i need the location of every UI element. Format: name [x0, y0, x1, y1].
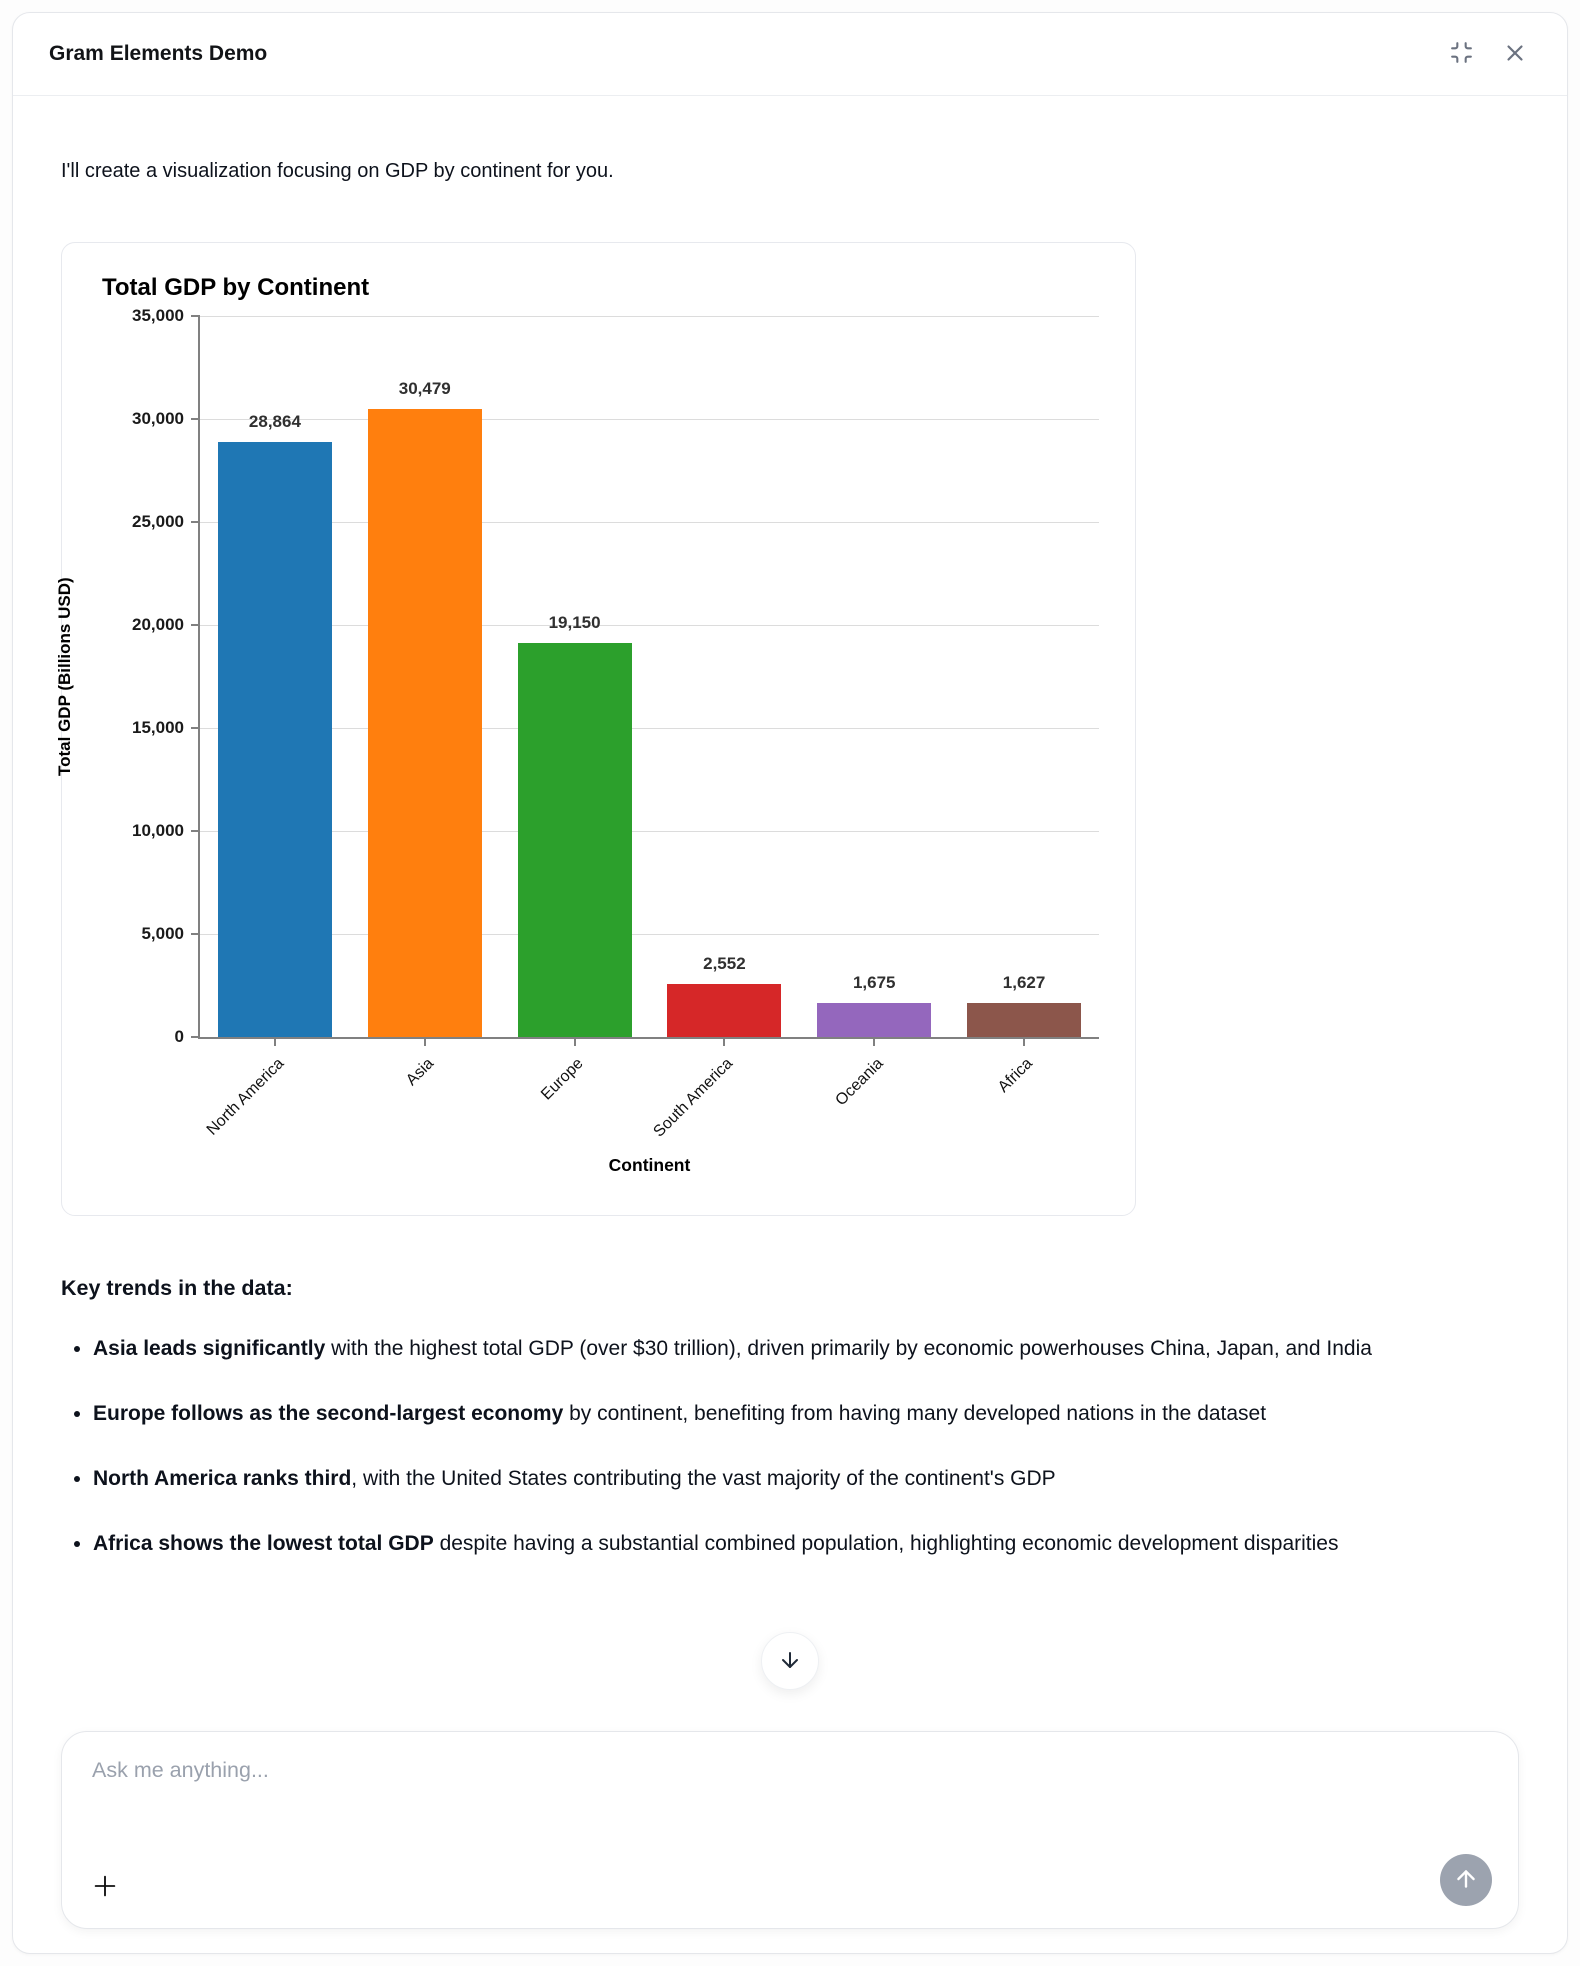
x-axis-title: Continent — [608, 1155, 691, 1175]
message-composer — [61, 1731, 1519, 1929]
bar-value-label: 2,552 — [703, 954, 746, 974]
x-tick-mark — [873, 1037, 875, 1046]
bar-europe — [518, 643, 632, 1037]
x-tick-mark — [1023, 1037, 1025, 1046]
x-tick-mark — [574, 1037, 576, 1046]
y-tick-mark — [191, 315, 200, 317]
app-window — [12, 12, 1568, 1954]
minimize-button[interactable] — [1447, 40, 1475, 68]
x-tick-mark — [723, 1037, 725, 1046]
bar-slot-oceania — [799, 316, 949, 1110]
list-item: • Europe follows as the second-largest economy by continent, benefiting from having many developed nations in the dataset — [93, 1388, 1519, 1440]
plus-icon — [89, 1870, 121, 1905]
x-tick-mark — [274, 1037, 276, 1046]
y-tick-mark — [191, 830, 200, 832]
x-category-label: Africa — [995, 1055, 1037, 1096]
y-tick-mark — [191, 933, 200, 935]
y-axis-title: Total GDP (Billions USD) — [55, 577, 74, 776]
y-tick-label: 20,000 — [132, 615, 184, 634]
chart-card — [55, 242, 1136, 1216]
y-tick-label: 5,000 — [141, 924, 184, 943]
list-item: • North America ranks third, with the United States contributing the vast majority of the continent's GDP — [93, 1453, 1519, 1505]
message-input[interactable] — [90, 1756, 1490, 1836]
x-category-label: North America — [203, 1055, 287, 1139]
x-category-label: Asia — [402, 1055, 437, 1090]
bar-north-america — [218, 442, 332, 1037]
bar-africa — [967, 1003, 1081, 1037]
send-button[interactable] — [1440, 1854, 1492, 1906]
arrow-up-icon — [1453, 1866, 1479, 1895]
y-tick-label: 25,000 — [132, 512, 184, 531]
bar-asia — [368, 409, 482, 1037]
bar-value-label: 28,864 — [248, 412, 301, 432]
chat-scroll-area[interactable] — [13, 96, 1567, 1714]
bar-south-america — [667, 984, 781, 1037]
list-item: • Asia leads significantly with the highest total GDP (over $30 trillion), driven primarily by economic powerhouses China, Japan, and India — [93, 1323, 1519, 1375]
bar-value-label: 19,150 — [548, 612, 601, 632]
x-category-label: South America — [650, 1055, 737, 1141]
collapse-icon — [1449, 40, 1474, 68]
header-actions — [1447, 40, 1529, 68]
scroll-to-bottom-button[interactable] — [761, 1632, 819, 1690]
bar-value-label: 30,479 — [398, 379, 451, 399]
y-tick-mark — [191, 1036, 200, 1038]
attach-button[interactable] — [88, 1870, 122, 1904]
bar-oceania — [817, 1003, 931, 1038]
y-tick-mark — [191, 418, 200, 420]
bar-slot-asia — [350, 316, 500, 1090]
bars-container — [200, 316, 1099, 1141]
y-tick-mark — [191, 624, 200, 626]
y-tick-label: 10,000 — [132, 821, 184, 840]
bar-value-label: 1,627 — [1002, 973, 1046, 993]
bar-chart-plot — [55, 306, 1099, 1175]
window-header — [13, 13, 1567, 96]
y-tick-mark — [191, 521, 200, 523]
trends-list — [61, 1323, 1519, 1570]
x-category-label: Oceania — [832, 1055, 887, 1110]
x-tick-mark — [424, 1037, 426, 1046]
bar-slot-europe — [500, 316, 650, 1104]
close-button[interactable] — [1501, 40, 1529, 68]
y-tick-label: 30,000 — [132, 409, 184, 428]
bar-value-label: 1,675 — [852, 972, 896, 992]
y-tick-label: 0 — [174, 1027, 184, 1046]
y-tick-label: 35,000 — [132, 306, 184, 325]
x-category-label: Europe — [538, 1055, 587, 1104]
chart-title: Total GDP by Continent — [102, 274, 370, 301]
y-tick-label: 15,000 — [132, 718, 184, 737]
arrow-down-icon — [778, 1648, 802, 1675]
list-item: • Africa shows the lowest total GDP despite having a substantial combined population, highlighting economic development disparities — [93, 1518, 1519, 1570]
bar-slot-africa — [949, 316, 1099, 1096]
close-icon — [1502, 40, 1528, 69]
bar-slot-south-america — [649, 316, 799, 1141]
assistant-message: I'll create a visualization focusing on GDP by continent for you. — [61, 160, 614, 182]
window-title: Gram Elements Demo — [49, 42, 268, 65]
trends-heading: Key trends in the data: — [61, 1276, 293, 1300]
y-tick-mark — [191, 727, 200, 729]
bar-slot-north-america — [200, 316, 350, 1139]
